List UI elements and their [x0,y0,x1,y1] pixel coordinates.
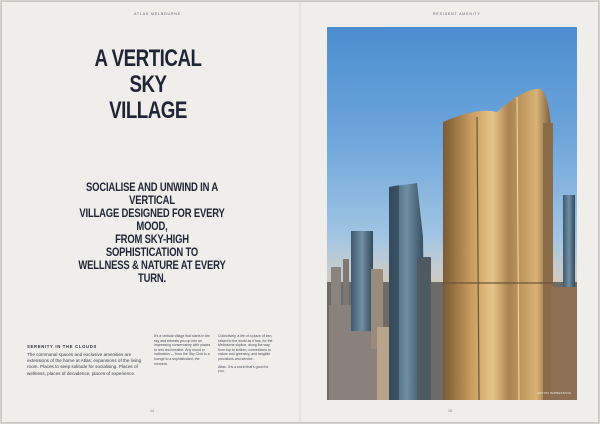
intro-statement [78,182,226,286]
page-number-left: 14 [150,409,154,413]
magazine-spread [2,2,598,422]
page-headline [89,46,208,124]
intro-line-1: SOCIALISE AND UNWIND IN A VERTICAL [86,182,218,207]
running-head-right: RESIDENT AMENITY [433,12,481,16]
photo-credit: ARTIST IMPRESSION [537,391,571,395]
intro-line-3: FROM SKY-HIGH SOPHISTICATION TO [105,234,199,259]
skyline-illustration [327,27,577,400]
tower-photo [327,27,577,400]
body-column-1 [154,334,212,369]
body-paragraph: It's a vertical village that starts in the sky and retreats you up into an impressing conservatory with places to rest and breathe. Any mood or inclination — from the Sky Club to a lounge to a sophisticated, the moment. [154,334,211,366]
body-column-2 [218,334,276,377]
lead-paragraph: The communal spaces and exclusive amenities are extensions of the home at Atlas; expansions of the living room. Places to seep solitude for socialising. Places of wellness, places of decadence, places of experience. [27,352,142,376]
intro-line-2: VILLAGE DESIGNED FOR EVERY MOOD, [79,208,225,233]
headline-line-2: SKY VILLAGE [109,71,187,124]
body-paragraph: Atlas. It is a world that's good for you. [218,364,269,374]
section-label: SERENITY IN THE CLOUDS [27,344,97,349]
page-gutter [299,2,302,422]
headline-line-1: A VERTICAL [94,45,202,72]
running-head-left: ATLAS MELBOURNE [134,12,181,16]
intro-line-4: WELLNESS & NATURE AT EVERY TURN. [78,260,226,285]
body-paragraph: Collectively, a life of a place of zen, raised to the world as it has, for the Melbourne skyline, along the way, from top to bottom, connections to nature and greenery, and tangible precisions and service. [218,334,273,361]
page-number-right: 15 [448,409,452,413]
